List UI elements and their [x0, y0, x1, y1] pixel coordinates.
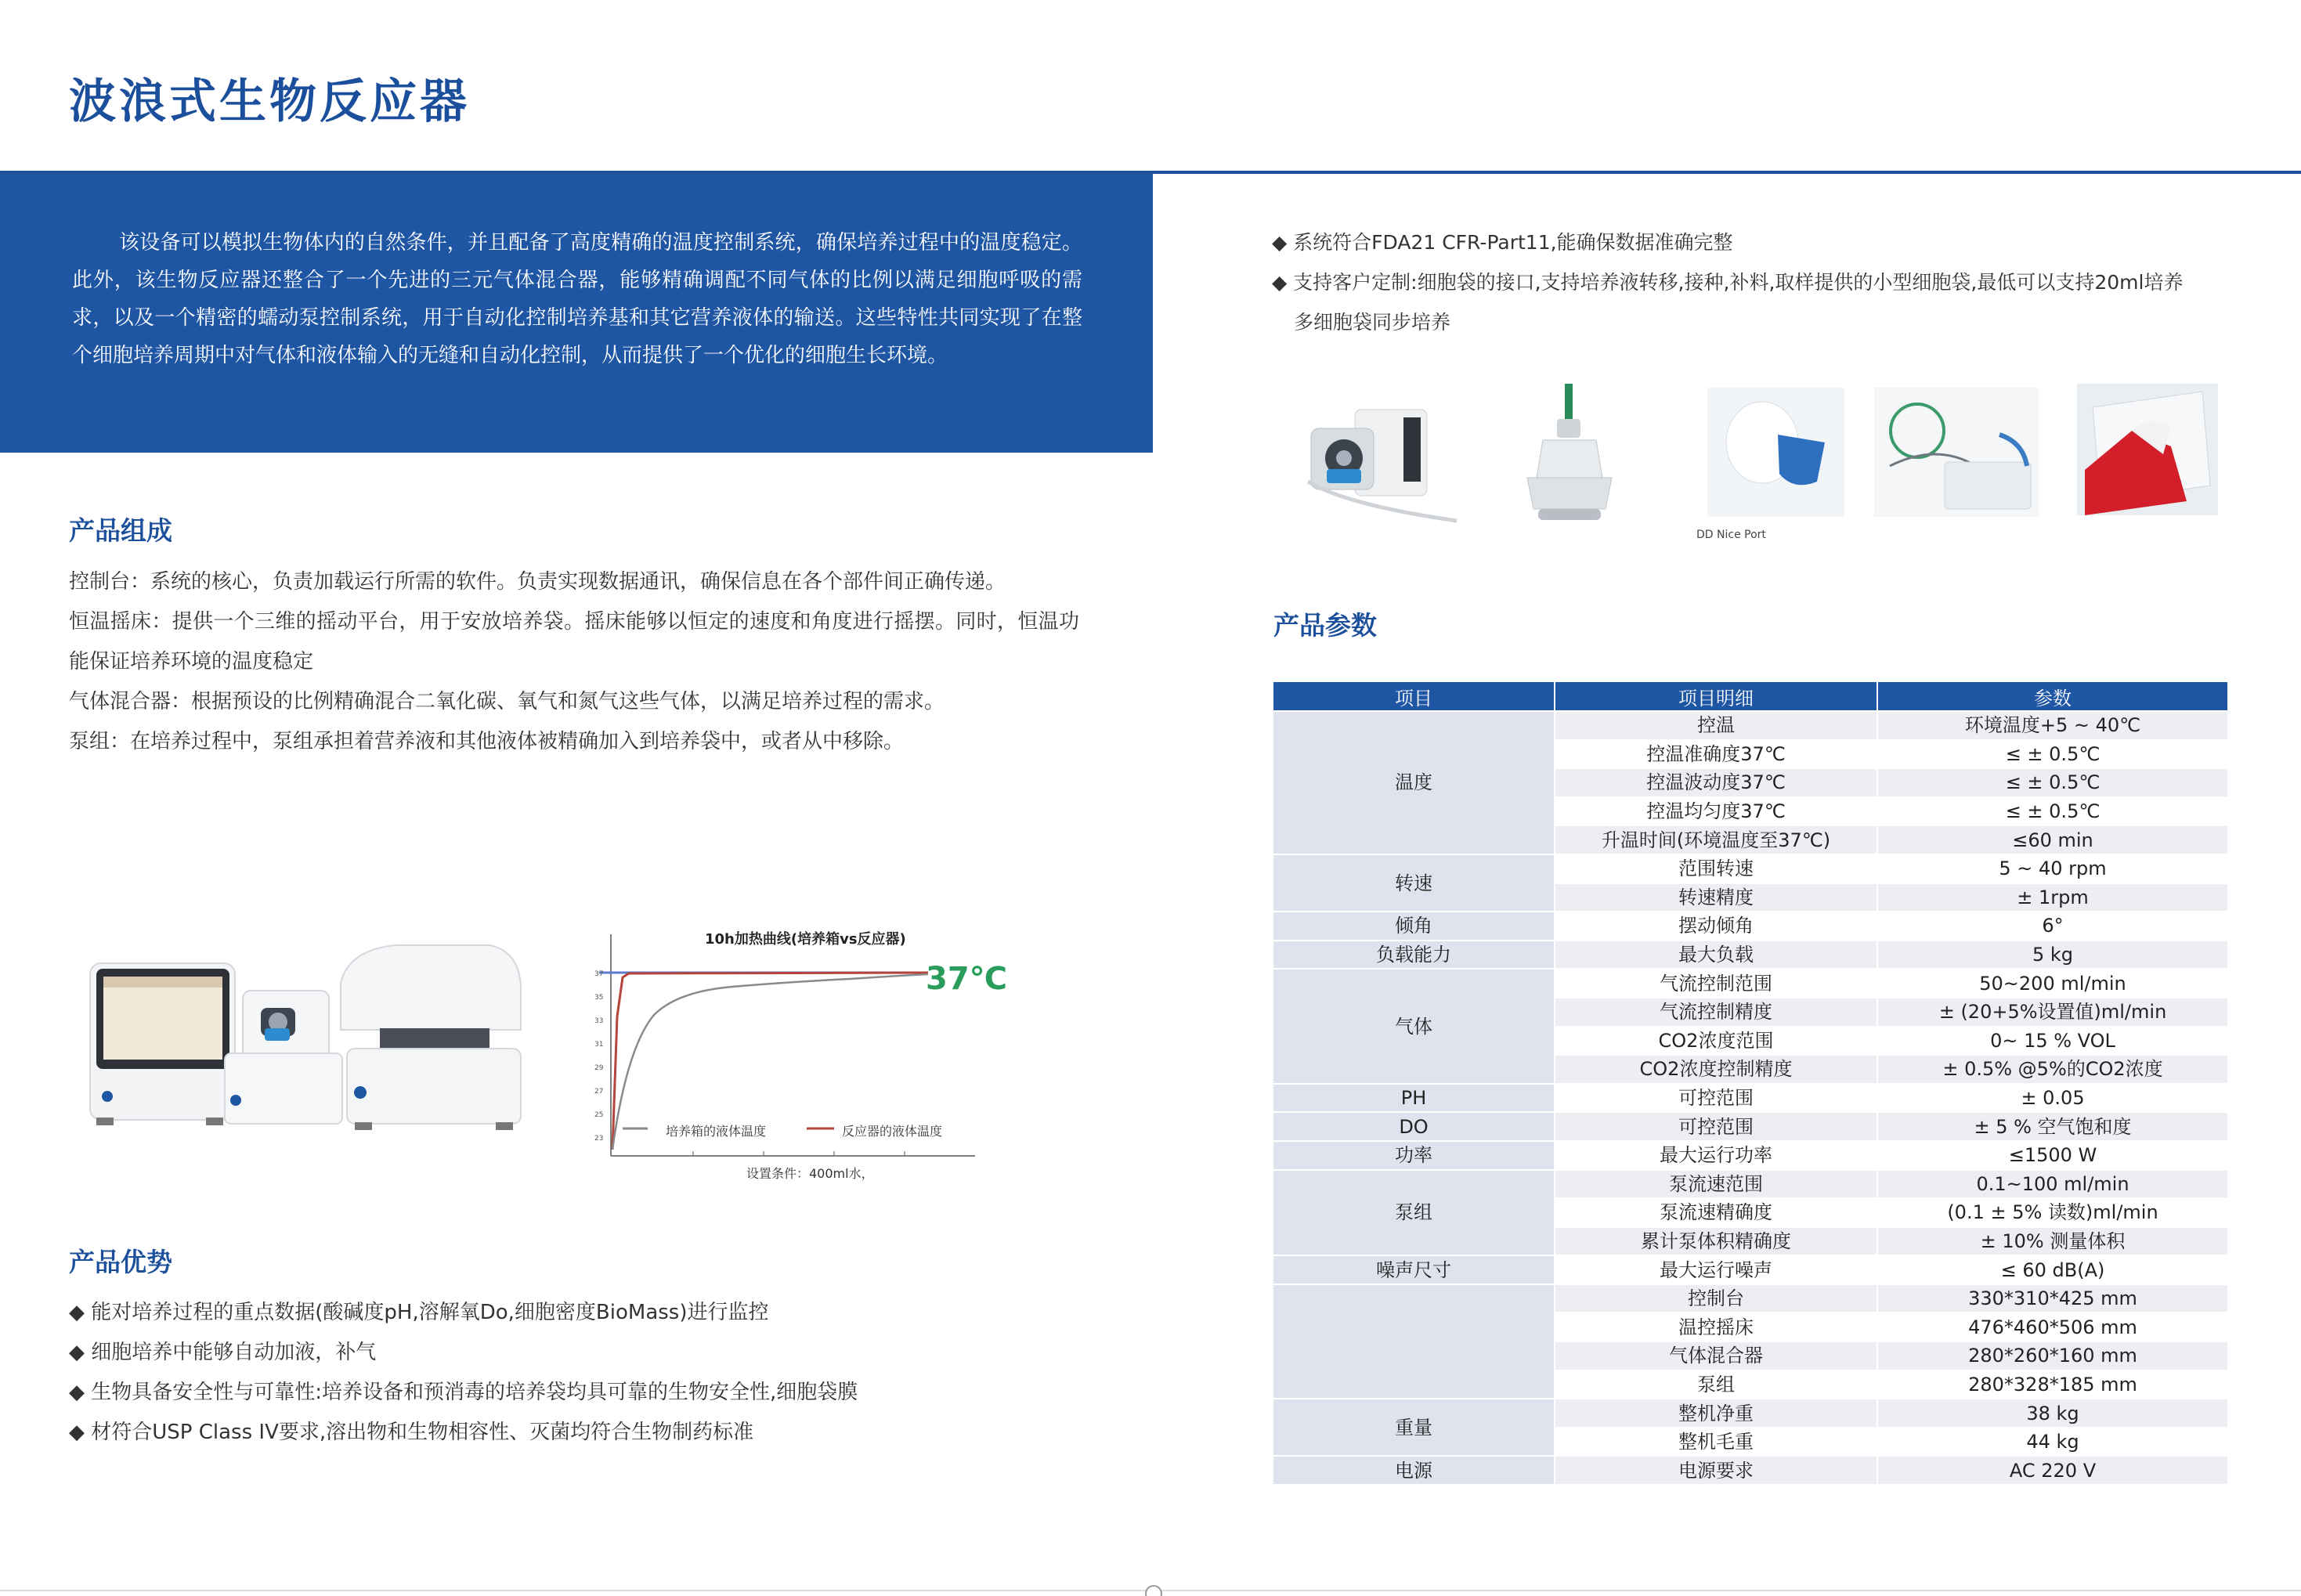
param-value: ≤60 min	[1877, 825, 2228, 854]
chart-condition: 设置条件：400ml水，	[746, 1166, 874, 1181]
bioreactor-system-image	[82, 936, 529, 1139]
svg-text:37: 37	[594, 970, 604, 978]
param-category: DO	[1273, 1112, 1555, 1141]
params-row	[1273, 941, 2228, 970]
composition-title: 产品组成	[69, 515, 172, 546]
param-detail: 控温波动度37℃	[1555, 768, 1877, 797]
param-value: AC 220 V	[1877, 1456, 2228, 1485]
param-value: ± 0.05	[1877, 1084, 2228, 1113]
param-detail: 泵流速精确度	[1555, 1198, 1877, 1227]
param-category: 倾角	[1273, 912, 1555, 941]
advantage-item: ◆ 细胞培养中能够自动加液，补气	[69, 1341, 377, 1364]
param-value: ± 10% 测量体积	[1877, 1227, 2228, 1256]
advantages-title: 产品优势	[69, 1247, 172, 1277]
param-value: 476*460*506 mm	[1877, 1313, 2228, 1341]
param-category: 噪声尺寸	[1273, 1255, 1555, 1284]
composition-item: 气体混合器：根据预设的比例精确混合二氧化碳、氧气和氮气这些气体，以满足培养过程的需求。	[69, 690, 945, 713]
header-item: 项目	[1273, 681, 1555, 711]
param-value: ≤ ± 0.5℃	[1877, 797, 2228, 826]
svg-text:25: 25	[594, 1111, 604, 1119]
params-row	[1273, 1456, 2228, 1485]
params-title: 产品参数	[1273, 610, 1377, 641]
param-category: 气体	[1273, 969, 1555, 1083]
svg-text:33: 33	[594, 1017, 604, 1025]
param-detail: 转速精度	[1555, 883, 1877, 912]
param-category: 负载能力	[1273, 941, 1555, 970]
param-value: 330*310*425 mm	[1877, 1284, 2228, 1313]
gloved-hand-photo	[2077, 384, 2218, 515]
param-category: 重量	[1273, 1399, 1555, 1456]
composition-list	[69, 562, 1079, 762]
param-detail: 控温均匀度37℃	[1555, 797, 1877, 826]
param-value: 280*328*185 mm	[1877, 1370, 2228, 1399]
param-value: ≤ 60 dB(A)	[1877, 1255, 2228, 1284]
param-value: ± (20+5%设置值)ml/min	[1877, 998, 2228, 1027]
param-category: PH	[1273, 1084, 1555, 1113]
param-detail: CO2浓度范围	[1555, 1027, 1877, 1056]
photo-caption: DD Nice Port	[1696, 529, 1766, 541]
param-value: ± 1rpm	[1877, 883, 2228, 912]
param-category: 温度	[1273, 711, 1555, 854]
advantage-item: ◆ 生物具备安全性与可靠性:培养设备和预消毒的培养袋均具可靠的生物安全性,细胞袋膜	[69, 1381, 858, 1404]
param-value: 6°	[1877, 912, 2228, 941]
param-value: ± 0.5% @5%的CO2浓度	[1877, 1055, 2228, 1084]
chart-title: 10h加热曲线(培养箱vs反应器)	[705, 931, 906, 948]
composition-item: 控制台：系统的核心，负责加载运行所需的软件。负责实现数据通讯，确保信息在各个部件间正确传递。	[69, 570, 1006, 594]
header-value: 参数	[1877, 681, 2228, 711]
feature-item: ◆ 支持客户定制:细胞袋的接口,支持培养液转移,接种,补料,取样提供的小型细胞袋,最低可以支持20ml培养	[1272, 271, 2184, 294]
param-detail: 整机毛重	[1555, 1428, 1877, 1457]
param-detail: 累计泵体积精确度	[1555, 1227, 1877, 1256]
param-detail: 可控范围	[1555, 1084, 1877, 1113]
param-category: 电源	[1273, 1456, 1555, 1485]
param-value: 0.1~100 ml/min	[1877, 1170, 2228, 1199]
params-table	[1272, 681, 2229, 1486]
param-detail: 泵流速范围	[1555, 1170, 1877, 1199]
chart-legend-reactor: 反应器的液体温度	[842, 1124, 943, 1139]
param-value: (0.1 ± 5% 读数)ml/min	[1877, 1198, 2228, 1227]
param-category: 转速	[1273, 854, 1555, 912]
header-detail: 项目明细	[1555, 681, 1877, 711]
param-value: 0~ 15 % VOL	[1877, 1027, 2228, 1056]
svg-text:31: 31	[594, 1041, 604, 1049]
port-connector-photo	[1496, 384, 1645, 533]
svg-text:27: 27	[594, 1088, 604, 1096]
param-detail: 控制台	[1555, 1284, 1877, 1313]
params-row	[1273, 1112, 2228, 1141]
param-value: 环境温度+5 ~ 40℃	[1877, 711, 2228, 740]
param-value: 38 kg	[1877, 1399, 2228, 1428]
param-category: 功率	[1273, 1141, 1555, 1170]
param-detail: 最大运行噪声	[1555, 1255, 1877, 1284]
param-detail: 升温时间(环境温度至37℃)	[1555, 825, 1877, 854]
features-list	[1272, 222, 2243, 342]
param-detail: 整机净重	[1555, 1399, 1877, 1428]
param-value: ± 5 % 空气饱和度	[1877, 1112, 2228, 1141]
params-row	[1273, 969, 2228, 998]
param-value: 50~200 ml/min	[1877, 969, 2228, 998]
advantage-item: ◆ 能对培养过程的重点数据(酸碱度pH,溶解氧Do,细胞密度BioMass)进行监控	[69, 1301, 769, 1324]
param-value: ≤1500 W	[1877, 1141, 2228, 1170]
intro-text: 该设备可以模拟生物体内的自然条件，并且配备了高度精确的温度控制系统，确保培养过程中的温度稳定。此外，该生物反应器还整合了一个先进的三元气体混合器，能够精确调配不同气体的比例以满足细胞呼吸的需求，以及一个精密的蠕动泵控制系统，用于自动化控制培养基和其它营养液体的输送。这些特性共同实现了在整个细胞培养周期中对气体和液体输入的无缝和自动化控制，从而提供了一个优化的细胞生长环境。	[72, 231, 1082, 367]
param-detail: 摆动倾角	[1555, 912, 1877, 941]
param-detail: 控温准确度37℃	[1555, 740, 1877, 769]
cell-bag-photo	[1874, 388, 2039, 517]
peristaltic-pump-photo	[1300, 388, 1465, 533]
param-detail: 气流控制范围	[1555, 969, 1877, 998]
params-row	[1273, 1399, 2228, 1428]
params-row	[1273, 711, 2228, 740]
param-category	[1273, 1284, 1555, 1399]
advantage-item: ◆ 材符合USP Class IV要求,溶出物和生物相容性、灭菌均符合生物制药标准	[69, 1421, 754, 1444]
param-value: 280*260*160 mm	[1877, 1341, 2228, 1370]
param-detail: 可控范围	[1555, 1112, 1877, 1141]
composition-item: 恒温摇床：提供一个三维的摇动平台，用于安放培养袋。摇床能够以恒定的速度和角度进行摇摆。同时，恒温功能保证培养环境的温度稳定	[69, 610, 1079, 673]
param-category: 泵组	[1273, 1170, 1555, 1256]
param-value: 44 kg	[1877, 1428, 2228, 1457]
params-row	[1273, 1084, 2228, 1113]
param-detail: 泵组	[1555, 1370, 1877, 1399]
feature-item-continued: 多细胞袋同步培养	[1294, 311, 1451, 334]
param-value: 5 ~ 40 rpm	[1877, 854, 2228, 883]
params-row	[1273, 854, 2228, 883]
params-row	[1273, 912, 2228, 941]
chart-legend-incubator: 培养箱的液体温度	[666, 1124, 767, 1139]
page-title: 波浪式生物反应器	[69, 74, 470, 129]
svg-text:35: 35	[594, 994, 604, 1002]
param-value: ≤ ± 0.5℃	[1877, 740, 2228, 769]
page-indicator	[1145, 1585, 1162, 1596]
param-detail: 温控摇床	[1555, 1313, 1877, 1341]
param-detail: 最大负载	[1555, 941, 1877, 970]
chart-target-label: 37℃	[926, 961, 1008, 997]
params-header-row	[1273, 681, 2228, 711]
param-detail: 气流控制精度	[1555, 998, 1877, 1027]
advantages-list	[69, 1293, 1087, 1453]
param-detail: 电源要求	[1555, 1456, 1877, 1485]
param-value: 5 kg	[1877, 941, 2228, 970]
heating-curve-chart	[591, 923, 975, 1181]
param-detail: 气体混合器	[1555, 1341, 1877, 1370]
param-detail: 控温	[1555, 711, 1877, 740]
svg-text:23: 23	[594, 1135, 604, 1143]
param-detail: 范围转速	[1555, 854, 1877, 883]
svg-text:29: 29	[594, 1064, 604, 1072]
param-detail: 最大运行功率	[1555, 1141, 1877, 1170]
param-detail: CO2浓度控制精度	[1555, 1055, 1877, 1084]
nice-port-photo	[1707, 388, 1844, 517]
params-row	[1273, 1255, 2228, 1284]
feature-item: ◆ 系统符合FDA21 CFR-Part11,能确保数据准确完整	[1272, 231, 1733, 254]
params-row	[1273, 1141, 2228, 1170]
param-value: ≤ ± 0.5℃	[1877, 768, 2228, 797]
params-row	[1273, 1284, 2228, 1313]
composition-item: 泵组：在培养过程中，泵组承担着营养液和其他液体被精确加入到培养袋中，或者从中移除。	[69, 730, 905, 753]
params-row	[1273, 1170, 2228, 1199]
